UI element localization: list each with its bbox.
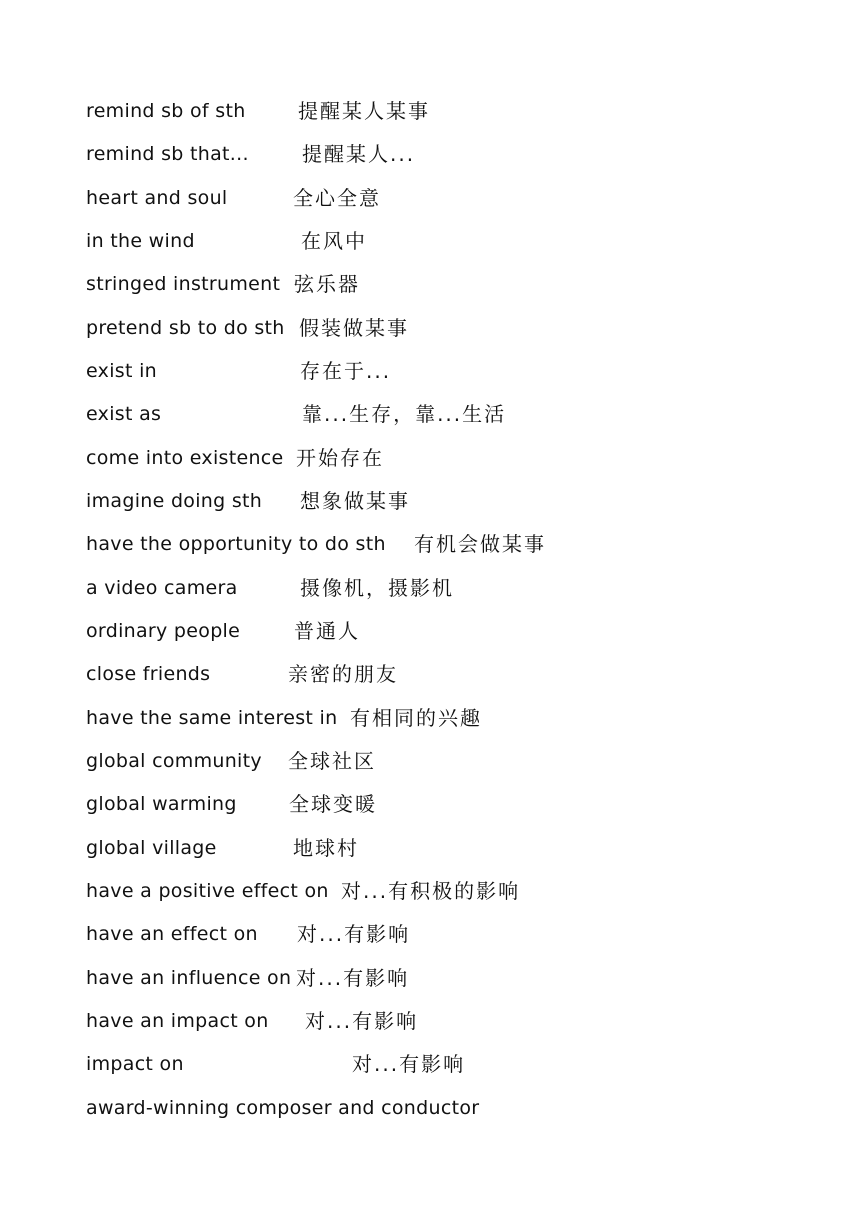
english-phrase: have the opportunity to do sth bbox=[86, 533, 386, 555]
chinese-meaning: 提醒某人某事 bbox=[298, 99, 430, 123]
vocab-entry bbox=[86, 443, 786, 473]
vocab-entry bbox=[86, 616, 786, 646]
chinese-meaning: 有相同的兴趣 bbox=[350, 706, 482, 730]
english-phrase: stringed instrument bbox=[86, 273, 281, 295]
vocab-entry bbox=[86, 183, 786, 213]
vocab-entry bbox=[86, 919, 786, 949]
vocab-entry bbox=[86, 833, 786, 863]
english-phrase: exist as bbox=[86, 403, 162, 425]
chinese-meaning: 全球社区 bbox=[288, 749, 376, 773]
vocab-entry bbox=[86, 226, 786, 256]
vocab-entry bbox=[86, 269, 786, 299]
vocab-entry bbox=[86, 139, 786, 169]
chinese-meaning: 地球村 bbox=[293, 836, 359, 860]
english-phrase: close friends bbox=[86, 663, 211, 685]
vocab-entry bbox=[86, 96, 786, 126]
chinese-meaning: 对...有积极的影响 bbox=[341, 879, 521, 903]
vocab-entry bbox=[86, 313, 786, 343]
english-phrase: have an effect on bbox=[86, 923, 258, 945]
vocab-entry bbox=[86, 573, 786, 603]
vocab-entry bbox=[86, 963, 786, 993]
chinese-meaning: 有机会做某事 bbox=[414, 532, 546, 556]
vocab-entry bbox=[86, 703, 786, 733]
chinese-meaning: 弦乐器 bbox=[294, 272, 360, 296]
vocab-entry bbox=[86, 1049, 786, 1079]
english-phrase: have the same interest in bbox=[86, 707, 338, 729]
vocab-entry bbox=[86, 659, 786, 689]
english-phrase: a video camera bbox=[86, 577, 238, 599]
english-phrase: exist in bbox=[86, 360, 157, 382]
vocab-entry bbox=[86, 1006, 786, 1036]
english-phrase: have a positive effect on bbox=[86, 880, 329, 902]
english-phrase: in the wind bbox=[86, 230, 195, 252]
chinese-meaning: 普通人 bbox=[294, 619, 360, 643]
english-phrase: global village bbox=[86, 837, 217, 859]
chinese-meaning: 靠...生存，靠...生活 bbox=[302, 402, 507, 426]
chinese-meaning: 想象做某事 bbox=[300, 489, 410, 513]
vocab-entry bbox=[86, 356, 786, 386]
chinese-meaning: 对...有影响 bbox=[297, 922, 411, 946]
vocab-entry bbox=[86, 876, 786, 906]
chinese-meaning: 开始存在 bbox=[296, 446, 384, 470]
vocab-entry bbox=[86, 399, 786, 429]
english-phrase: have an impact on bbox=[86, 1010, 269, 1032]
english-phrase: have an influence on bbox=[86, 967, 292, 989]
chinese-meaning: 全心全意 bbox=[293, 186, 381, 210]
english-phrase: pretend sb to do sth bbox=[86, 317, 285, 339]
english-phrase: heart and soul bbox=[86, 187, 228, 209]
english-phrase: remind sb that... bbox=[86, 143, 249, 165]
english-phrase: impact on bbox=[86, 1053, 184, 1075]
vocab-entry bbox=[86, 746, 786, 776]
english-phrase: ordinary people bbox=[86, 620, 241, 642]
chinese-meaning: 对...有影响 bbox=[296, 966, 410, 990]
chinese-meaning: 对...有影响 bbox=[305, 1009, 419, 1033]
chinese-meaning: 全球变暖 bbox=[289, 792, 377, 816]
chinese-meaning: 提醒某人... bbox=[302, 142, 416, 166]
english-phrase: global warming bbox=[86, 793, 237, 815]
english-phrase: award-winning composer and conductor bbox=[86, 1097, 480, 1119]
vocab-entry bbox=[86, 529, 786, 559]
english-phrase: remind sb of sth bbox=[86, 100, 246, 122]
vocab-entry bbox=[86, 789, 786, 819]
vocab-entry bbox=[86, 1093, 786, 1123]
english-phrase: global community bbox=[86, 750, 262, 772]
chinese-meaning: 亲密的朋友 bbox=[288, 662, 398, 686]
chinese-meaning: 假装做某事 bbox=[299, 316, 409, 340]
chinese-meaning: 存在于... bbox=[300, 359, 392, 383]
english-phrase: come into existence bbox=[86, 447, 284, 469]
vocab-entry bbox=[86, 486, 786, 516]
english-phrase: imagine doing sth bbox=[86, 490, 263, 512]
chinese-meaning: 在风中 bbox=[301, 229, 367, 253]
chinese-meaning: 摄像机，摄影机 bbox=[300, 576, 454, 600]
chinese-meaning: 对...有影响 bbox=[352, 1052, 466, 1076]
